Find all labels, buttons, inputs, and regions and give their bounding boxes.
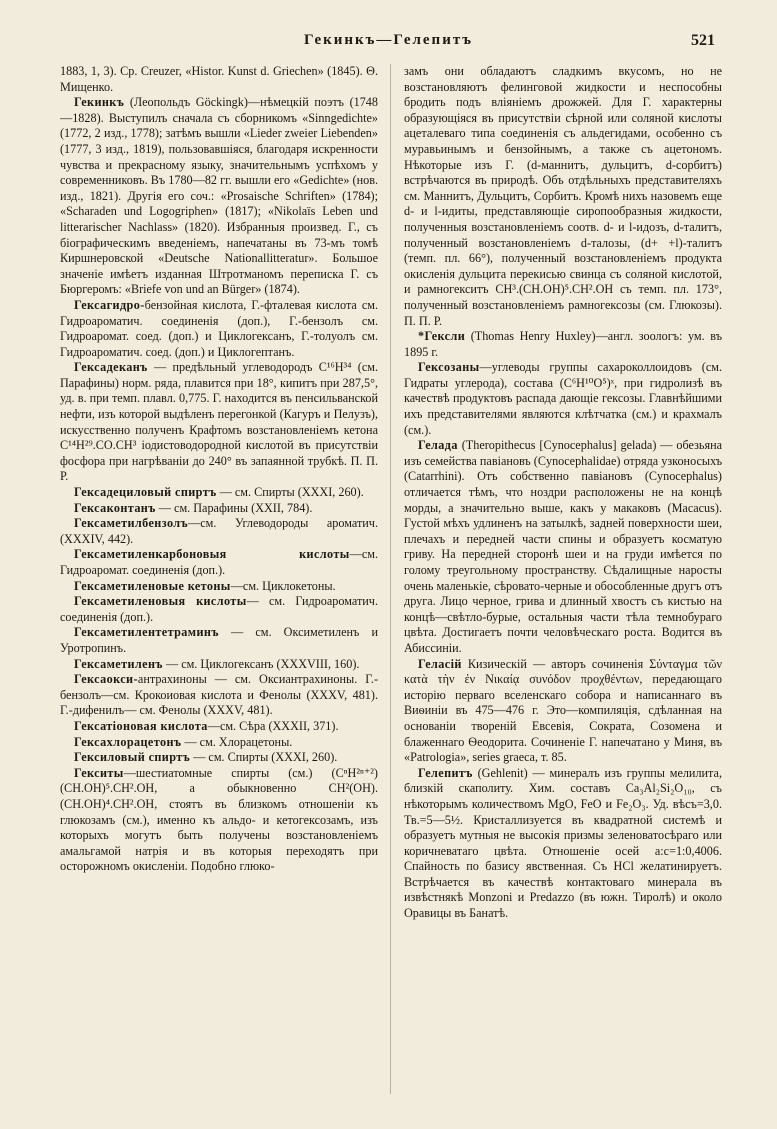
entry-text: —см. Углеводороды ароматич. (XXXIV, 442).	[60, 516, 378, 546]
dictionary-entry	[60, 766, 378, 875]
dictionary-entry	[60, 750, 378, 766]
entry-headword: Гексиловый спиртъ	[74, 750, 191, 765]
dictionary-entry	[60, 719, 378, 735]
dictionary-entry	[60, 657, 378, 673]
entry-headword: Гексадециловый спиртъ	[74, 485, 217, 500]
entry-headword: Гексаконтанъ	[74, 500, 156, 515]
entry-headword: Гексаметиленкарбоновыя кислоты	[74, 547, 350, 562]
entry-text: — см. Хлорацетоны.	[181, 734, 293, 749]
entry-text: антрахиноны — см. Оксиантрахиноны. Г.-бензолъ—см. Крокоиовая кислота и Фенолы (XXXV, 481). Г.-дифенилъ— см. Фенолы (XXXV, 481).	[60, 672, 378, 718]
entry-text: (Theropithecus [Cynocephalus] gelada) — обезьяна изъ семейства павіановъ (Cynocephalidae) отряда узконосыхъ (Catarrhini). Отъ собственно павіановъ (Cynocephalus) отличается тѣмъ, что ноздри расположены не на концѣ морды, а значительно выше, какъ у макаковъ (Macacus). Густой мѣхъ удлиненъ на затылкѣ, задней поверхности шеи, плечахъ и передней части спины и образуетъ косматую гриву. На передней сторонѣ шеи и на груди имѣется по голому треугольному пространству. Сѣдалищные наросты очень маленькіе, сѣровато-черные и обособленные другъ отъ друга. Лицо черное, грива и длинный хвостъ съ кистью на концѣ—свѣтло-бурые, остальныя части тѣла темнобураго цвѣта. Достигаетъ почти человѣческаго роста. Водится въ Абиссиніи.	[404, 438, 722, 655]
entry-headword: Гекситы	[74, 765, 124, 780]
dictionary-entry	[60, 501, 378, 517]
dictionary-entry	[60, 485, 378, 501]
entry-text: —углеводы группы сахароколлоидовъ (см. Гидраты углерода), состава (C⁶H¹⁰O⁵)ˣ, при гидролизѣ въ качествѣ продуктовъ распада дающіе гексозы. Главнѣйшими ихъ представителями являются клѣтчатка (см.) и крахмалъ (см.).	[404, 360, 722, 437]
entry-headword: Гексахлорацетонъ	[74, 734, 182, 749]
entry-headword: Гексагидро-	[74, 297, 145, 312]
entry-headword: Гексатіоновая кислота	[74, 718, 208, 733]
left-column	[60, 64, 378, 875]
entry-text: (Леопольдъ Göckingk)—нѣмецкій поэтъ (1748—1828). Выступилъ сначала съ сборникомъ «Sinngedichte» (1772, 2 изд., 1778); затѣмъ вышли «Lieder zweier Liebenden» (1777, 3 изд., 1819), пользовавшiяся, благодаря искренности чувства и прекрасному языку, значительнымъ успѣхомъ у современниковъ. Въ 1780—82 гг. вышли его «Gedichte» (нов. изд., 1821). Другія его соч.: «Prosaische Schriften» (1784); «Scharaden und Logogriphen» (1817); «Nikolaïs Leben und litterarischer Nachlass» (1820). Избранныя произвед. Г., съ біографическимъ введеніемъ, напечатаны въ 73-мъ томѣ Киршнеровской «Deutsche Nationallitteratur». Большое значеніе имѣетъ изданная Штротманомъ переписка Г. съ Бюргеромъ: «Briefe von und an Bürger» (1874).	[60, 95, 378, 297]
entry-text: — см. Оксиметиленъ и Уротропинъ.	[60, 625, 378, 655]
entry-text: —шестиатомные спирты (см.) (CⁿH²ⁿ⁺²)(CH.OH)⁵.CH².OH, а обыкновенно CH²(OH).(CH.OH)⁴.CH².OH, стоятъ въ близкомъ отношеніи къ глюкозамъ (см.), именно къ альдо- и кетогексозамъ, изъ которыхъ могутъ быть получены возстановленіемъ амальгамой натрія и въ которыя переходятъ при осторожномъ окисленіи. Подобно глюко-	[60, 765, 378, 874]
running-head	[0, 32, 777, 56]
dictionary-entry	[404, 360, 722, 438]
dictionary-entry	[60, 95, 378, 298]
entry-text: 1883, 1, 3). Ср. Creuzer, «Histor. Kunst d. Griechen» (1845). Θ. Мищенко.	[60, 64, 378, 94]
entry-headword: Гексаокси-	[74, 672, 138, 687]
entry-headword: Гексаметилентетраминъ	[74, 625, 219, 640]
entry-headword: Гексаметиленовыя кислоты	[74, 594, 247, 609]
dictionary-entry	[404, 438, 722, 656]
dictionary-entry	[60, 516, 378, 547]
entry-text: — см. Спирты (XXXI, 260).	[216, 485, 364, 500]
page-number: 521	[691, 32, 715, 49]
dictionary-entry	[60, 625, 378, 656]
dictionary-entry	[60, 672, 378, 719]
dictionary-entry	[60, 360, 378, 485]
dictionary-entry	[60, 64, 378, 95]
entry-text: Кизическій — авторъ сочиненія Σύνταγμα τῶν κατὰ τὴν ἐν Νικαίᾳ συνόδον προχθέντων, передающаго исторію перваго вселенскаго собора и написаннаго въ Виѳиніи въ 475—476 г. Это—компиляція, сдѣланная на основаніи твореній Евсевія, Сократа, Созомена и блаженнаго Ѳеодорита. Сочиненіе Г. напечатано у Миня, въ «Patrologia», series graeca, т. 85.	[404, 656, 722, 765]
entry-headword: Гексаметиленъ	[74, 656, 163, 671]
dictionary-entry	[404, 766, 722, 922]
right-column	[404, 64, 722, 922]
dictionary-entry	[404, 329, 722, 360]
entry-text: —см. Гидроаромат. соединенія (доп.).	[60, 547, 378, 577]
entry-headword: *Гексли	[418, 329, 466, 344]
entry-text: — предѣльный углеводородъ C¹⁶H³⁴ (см. Парафины) норм. ряда, плавится при 18°, кипитъ при 287,5°, уд. в. при темп. плавл. 0,775. Г. находится въ пенсильванской нефти, изъ которой выдѣленъ перегонкой (Кагуръ и Пелузъ), искусственно полученъ Крафтомъ возстановленіемъ кетона C¹⁴H²⁹.CO.CH³ іодистоводородной кислотой въ присутствіи фосфора при нагрѣваніи до 240° въ запаянной трубкѣ. П. П. Р.	[60, 360, 378, 484]
entry-text: замъ они обладаютъ сладкимъ вкусомъ, но не возстановляютъ фелинговой жидкости и неспособны бродить подъ вліяніемъ дрожжей. Для Г. характерны образующіяся въ присутствіи сѣрной или соляной кислоты ацеталеваго типа соединенія съ альдегидами, особенно съ муравьинымъ и бензойнымъ, а также съ ацетономъ. Нѣкоторые изъ Г. (d-маннитъ, дульцитъ, d-сорбитъ) встрѣчаются въ природѣ. Объ отдѣльныхъ представителяхъ см. Маннитъ, Дульцитъ, Сорбитъ. Кромѣ нихъ назовемъ еще d- и l-идиты, представляющіе сиропообразныя жидкости, полученныя возстановленіемъ соотв. d- и l-идозъ, d-талитъ, полученный возстановленіемъ d-талозы, (d+ +l)-талитъ (темп. пл. 66°), полученный возстановленіемъ продукта окисленія дульцита перекисью свинца съ соляной кислотой, и рамногекситъ CH³.(CH.OH)⁵.CH².OH съ темп. пл. 173°, полученный возстановленіемъ рамногексозы (см. Глюкозы). П. П. Р.	[404, 64, 722, 328]
entry-headword: Гекинкъ	[74, 95, 125, 110]
page-title: Гекинкъ—Гелепитъ	[304, 32, 473, 48]
dictionary-entry	[404, 657, 722, 766]
dictionary-entry	[60, 547, 378, 578]
entry-text: — см. Спирты (XXXI, 260).	[190, 750, 338, 765]
column-divider	[390, 64, 391, 1094]
entry-text: —см. Циклокетоны.	[230, 578, 336, 593]
entry-headword: Гексаметилбензолъ	[74, 516, 189, 531]
dictionary-entry	[60, 735, 378, 751]
entry-headword: Гексадеканъ	[74, 360, 148, 375]
dictionary-entry	[60, 579, 378, 595]
dictionary-entry	[60, 594, 378, 625]
entry-text: (Thomas Henry Huxley)—англ. зоологъ: ум. въ 1895 г.	[404, 329, 722, 359]
entry-text: —см. Сѣра (XXXII, 371).	[207, 718, 339, 733]
entry-text: — см. Парафины (XXII, 784).	[155, 500, 313, 515]
entry-headword: Гелада	[418, 438, 458, 453]
entry-headword: Гексозаны	[418, 360, 480, 375]
entry-text: — см. Циклогексанъ (XXXVIII, 160).	[162, 656, 360, 671]
entry-headword: Гелепитъ	[418, 765, 473, 780]
entry-text: (Gehlenit) — минералъ изъ группы мелилита, близкій скаполиту. Хим. составъ Ca₃Al₂Si₂O₁₀, съ нѣкоторымъ количествомъ MgO, FeO и Fe₂O₃. Уд. вѣсъ=3,0. Тв.=5—5½. Кристаллизуется въ квадратной системѣ и образуетъ мутныя не высокія призмы зеленоватосѣраго или коричневатаго цвѣта. Отношеніе осей a:c=1:0,4006. Спайность по базису явственная. Съ HCl желатинируетъ. Встрѣчается въ качествѣ контактоваго минерала въ извѣстнякѣ Monzoni и Predazzo (въ южн. Тиролѣ) и около Оравицы въ Банатѣ.	[404, 765, 722, 921]
entry-text: бензойная кислота, Г.-фталевая кислота см. Гидроароматич. соединенія (доп.), Г.-бензолъ см. Гидроаромат. соед. (доп.) и Циклогексанъ, Г.-толуолъ см. Гидроароматич. соед. (доп.) и Циклогептанъ.	[60, 297, 378, 359]
dictionary-entry	[60, 298, 378, 360]
entry-headword: Гексаметиленовые кетоны	[74, 578, 231, 593]
entry-text: — см. Гидроароматич. соединенія (доп.).	[60, 594, 378, 624]
dictionary-entry	[404, 64, 722, 329]
entry-headword: Геласій	[418, 656, 462, 671]
